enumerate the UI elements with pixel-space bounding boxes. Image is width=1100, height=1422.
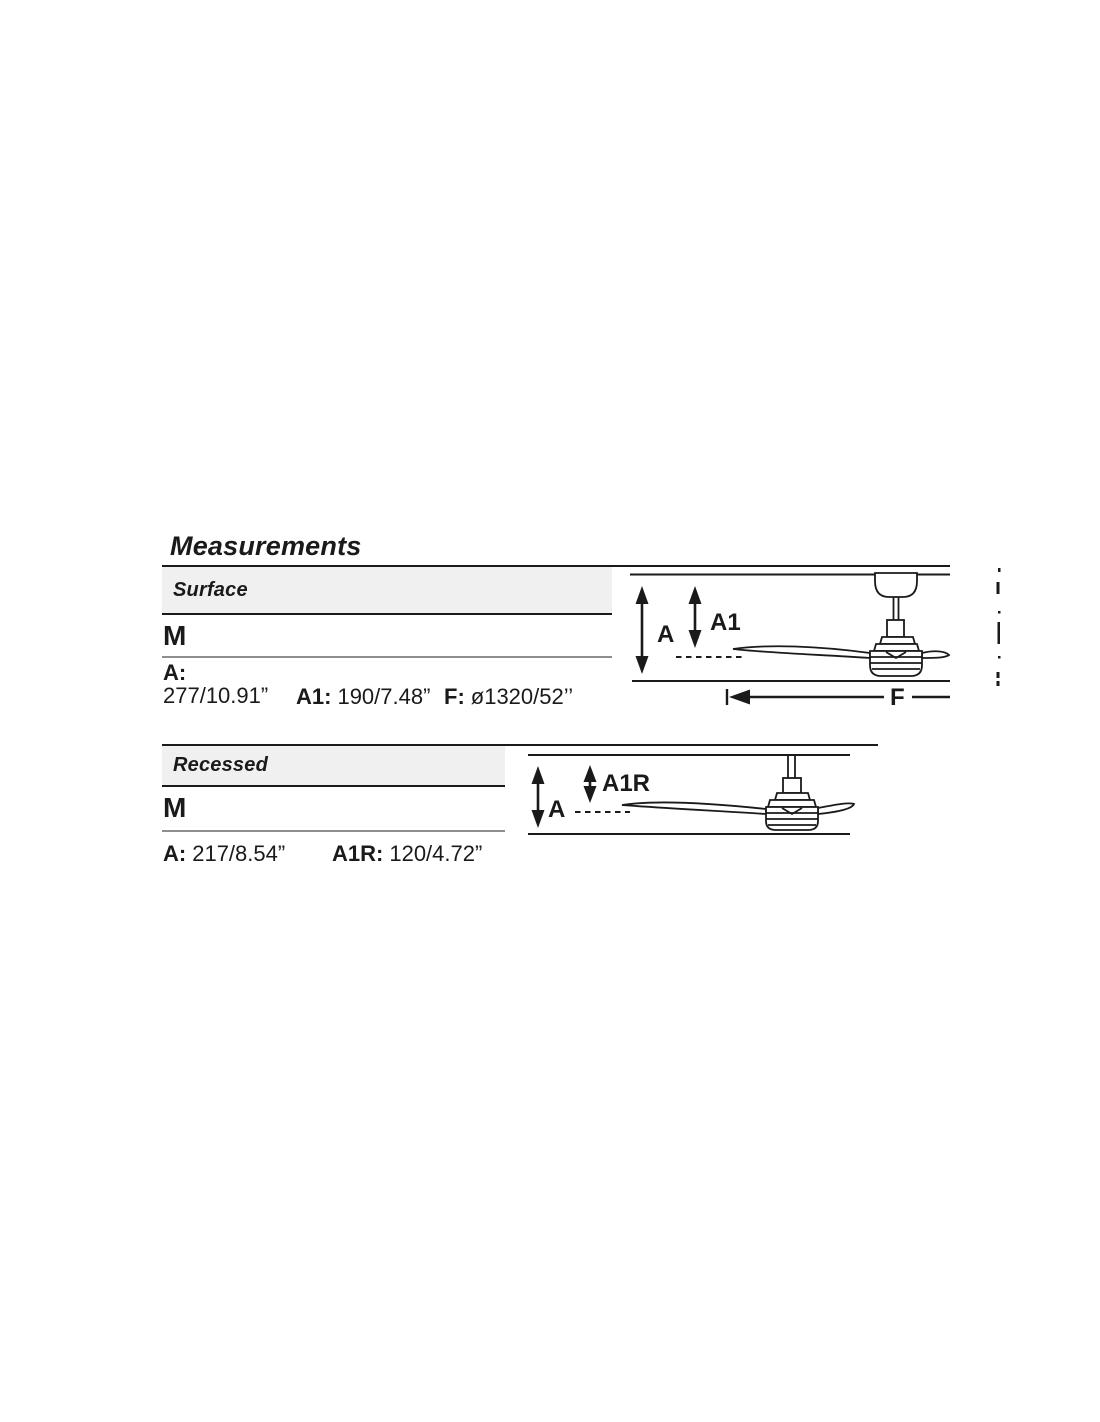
recessed-dimension-arrow-a1r (584, 765, 597, 803)
recessed-dim-a1r-value: 120/4.72” (389, 841, 483, 866)
recessed-model-rule (162, 830, 505, 832)
surface-diameter-label-f: F (890, 684, 905, 711)
fan-motor (870, 637, 922, 676)
fan-blade-right (818, 803, 854, 814)
recessed-header-label: Recessed (173, 754, 268, 776)
surface-dim-a-value: 277/10.91” (163, 683, 269, 708)
recessed-fan-drawing (622, 755, 854, 830)
surface-dim-f-label: F: (444, 684, 465, 709)
recessed-diagram (520, 746, 860, 846)
fan-coupling (887, 620, 904, 637)
recessed-dim-a1r-label: A1R: (332, 841, 384, 866)
surface-dimension-arrow-a1 (689, 586, 702, 648)
recessed-dimension-label-a1r: A1R (602, 770, 651, 797)
surface-dim-a1-value: 190/7.48” (337, 684, 431, 709)
recessed-dimension-label-a: A (548, 796, 566, 823)
fan-canopy (875, 573, 917, 597)
surface-dim-f-value: ø1320/52’’ (470, 684, 574, 709)
surface-diagram (628, 568, 1002, 712)
surface-dimension-label-a: A (657, 621, 675, 648)
fan-coupling (783, 778, 801, 793)
surface-diameter-arrow-f (727, 689, 950, 705)
recessed-dim-a-value: 217/8.54” (192, 841, 286, 866)
fan-blade-left (622, 802, 766, 814)
page-edge-artifacts (997, 568, 1001, 686)
recessed-dim-a (163, 841, 285, 867)
surface-header-label: Surface (173, 578, 248, 601)
surface-header-band (162, 567, 612, 613)
recessed-header-rule (162, 785, 505, 787)
surface-dim-a1 (296, 684, 430, 710)
surface-model-rule (162, 656, 612, 658)
recessed-dim-a1r (332, 841, 482, 867)
surface-dim-f (444, 684, 573, 710)
fan-downrod (894, 597, 899, 620)
surface-dimension-arrow-a (636, 586, 649, 674)
surface-model: M (163, 620, 187, 651)
recessed-dim-a-label: A: (163, 841, 187, 866)
surface-dimension-label-a1: A1 (710, 609, 741, 636)
surface-header-rule (162, 613, 612, 615)
fan-downrod (788, 755, 795, 778)
fan-blade-right (922, 651, 949, 658)
surface-dim-a (163, 661, 268, 707)
recessed-header-band (162, 746, 505, 785)
fan-motor (766, 793, 818, 830)
fan-blade-left (733, 646, 870, 658)
recessed-dimension-arrow-a (532, 766, 545, 828)
recessed-model: M (163, 792, 187, 823)
page-title: Measurements (170, 531, 362, 561)
surface-dim-a-label: A: (163, 660, 187, 685)
surface-dim-a1-label: A1: (296, 684, 332, 709)
surface-fan-drawing (733, 573, 949, 676)
